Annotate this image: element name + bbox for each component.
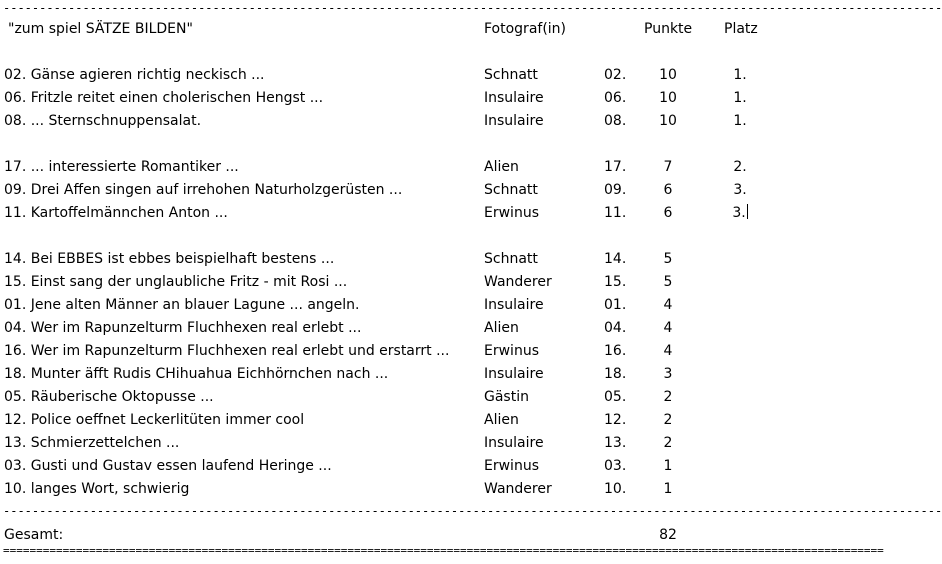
- row-number: 09.: [604, 182, 627, 198]
- row-sentence: 04. Wer im Rapunzelturm Fluchhexen real erlebt ...: [4, 320, 362, 336]
- row-photographer: Erwinus: [484, 458, 539, 474]
- row-points: 10: [659, 90, 677, 106]
- row-sentence: 01. Jene alten Männer an blauer Lagune ... angeln.: [4, 297, 360, 313]
- row-number: 15.: [604, 274, 627, 290]
- row-number: 05.: [604, 389, 627, 405]
- top-dashed-rule: ----------------------------------------------------------------------------------------------------------------------------------: [3, 1, 942, 15]
- row-sentence: 17. ... interessierte Romantiker ...: [4, 159, 239, 175]
- table-title: "zum spiel SÄTZE BILDEN": [8, 21, 193, 37]
- header-photographer: Fotograf(in): [484, 21, 567, 37]
- row-sentence: 06. Fritzle reitet einen cholerischen Hengst ...: [4, 90, 324, 106]
- row-photographer: Alien: [484, 320, 519, 336]
- row-sentence: 13. Schmierzettelchen ...: [4, 435, 180, 451]
- row-points: 2: [663, 435, 673, 451]
- row-points: 2: [663, 412, 673, 428]
- row-rank-editing[interactable]: [722, 204, 758, 222]
- row-points: 6: [663, 205, 673, 221]
- row-photographer: Schnatt: [484, 67, 538, 83]
- row-sentence: 10. langes Wort, schwierig: [4, 481, 190, 497]
- row-photographer: Alien: [484, 412, 519, 428]
- row-number: 16.: [604, 343, 627, 359]
- row-number: 06.: [604, 90, 627, 106]
- row-number: 11.: [604, 205, 627, 221]
- row-photographer: Insulaire: [484, 113, 544, 129]
- row-photographer: Alien: [484, 159, 519, 175]
- row-points: 10: [659, 113, 677, 129]
- row-number: 04.: [604, 320, 627, 336]
- row-photographer: Wanderer: [484, 274, 552, 290]
- row-sentence: 15. Einst sang der unglaubliche Fritz - mit Rosi ...: [4, 274, 348, 290]
- total-value: 82: [659, 527, 677, 543]
- row-sentence: 16. Wer im Rapunzelturm Fluchhexen real erlebt und erstarrt ...: [4, 343, 450, 359]
- row-number: 13.: [604, 435, 627, 451]
- row-rank: 1.: [733, 67, 747, 83]
- row-number: 17.: [604, 159, 627, 175]
- row-points: 4: [663, 343, 673, 359]
- row-points: 5: [663, 274, 673, 290]
- row-sentence: 03. Gusti und Gustav essen laufend Heringe ...: [4, 458, 332, 474]
- row-sentence: 18. Munter äfft Rudis CHihuahua Eichhörnchen nach ...: [4, 366, 389, 382]
- row-points: 3: [663, 366, 673, 382]
- row-number: 10.: [604, 481, 627, 497]
- header-rank: Platz: [724, 21, 758, 37]
- row-photographer: Wanderer: [484, 481, 552, 497]
- row-photographer: Insulaire: [484, 366, 544, 382]
- row-rank: 2.: [733, 159, 747, 175]
- row-sentence: 14. Bei EBBES ist ebbes beispielhaft bestens ...: [4, 251, 335, 267]
- row-points: 1: [663, 458, 673, 474]
- row-sentence: 02. Gänse agieren richtig neckisch ...: [4, 67, 265, 83]
- row-number: 03.: [604, 458, 627, 474]
- row-sentence: 05. Räuberische Oktopusse ...: [4, 389, 214, 405]
- header-points: Punkte: [644, 21, 693, 37]
- row-photographer: Schnatt: [484, 251, 538, 267]
- row-number: 18.: [604, 366, 627, 382]
- row-number: 12.: [604, 412, 627, 428]
- bottom-double-rule: =====================================================================================================================================: [3, 544, 884, 557]
- row-sentence: 12. Police oeffnet Leckerlitüten immer cool: [4, 412, 305, 428]
- total-label: Gesamt:: [4, 527, 64, 543]
- row-points: 6: [663, 182, 673, 198]
- row-rank-value: 3.: [732, 205, 746, 221]
- row-number: 14.: [604, 251, 627, 267]
- row-points: 2: [663, 389, 673, 405]
- row-points: 7: [663, 159, 673, 175]
- row-rank: 1.: [733, 113, 747, 129]
- row-number: 08.: [604, 113, 627, 129]
- row-photographer: Insulaire: [484, 90, 544, 106]
- row-photographer: Schnatt: [484, 182, 538, 198]
- row-rank: 3.: [733, 182, 747, 198]
- row-photographer: Erwinus: [484, 343, 539, 359]
- footer-dashed-rule: ----------------------------------------------------------------------------------------------------------------------------------: [3, 504, 942, 518]
- row-photographer: Insulaire: [484, 297, 544, 313]
- row-sentence: 09. Drei Affen singen auf irrehohen Naturholzgerüsten ...: [4, 182, 403, 198]
- row-sentence: 11. Kartoffelmännchen Anton ...: [4, 205, 228, 221]
- text-cursor: [747, 204, 748, 219]
- row-points: 5: [663, 251, 673, 267]
- row-sentence: 08. ... Sternschnuppensalat.: [4, 113, 202, 129]
- row-points: 10: [659, 67, 677, 83]
- row-photographer: Insulaire: [484, 435, 544, 451]
- row-rank: 1.: [733, 90, 747, 106]
- row-photographer: Erwinus: [484, 205, 539, 221]
- row-number: 01.: [604, 297, 627, 313]
- row-points: 4: [663, 320, 673, 336]
- row-points: 1: [663, 481, 673, 497]
- row-number: 02.: [604, 67, 627, 83]
- row-points: 4: [663, 297, 673, 313]
- row-photographer: Gästin: [484, 389, 529, 405]
